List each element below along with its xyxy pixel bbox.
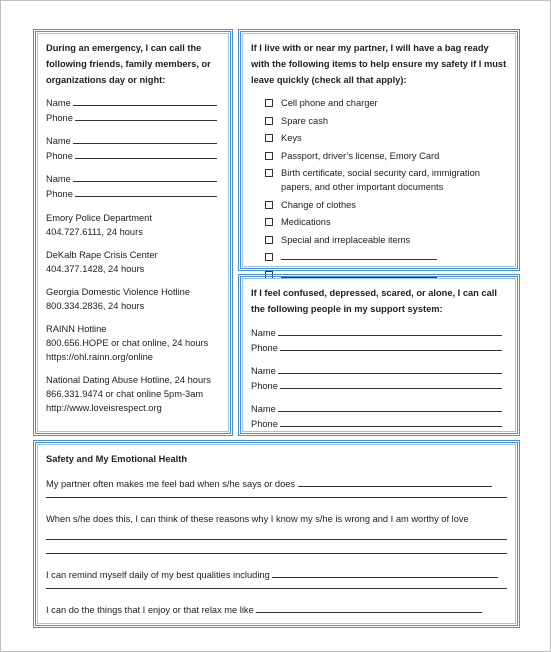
blank-item-field[interactable] [281, 250, 437, 260]
answer-line[interactable] [46, 496, 507, 498]
question-text: I can remind myself daily of my best qualities including [46, 570, 270, 580]
answer-line[interactable] [46, 538, 507, 540]
question-text: When s/he does this, I can think of these reasons why I know my s/he is wrong and I am worthy of love [46, 514, 469, 524]
org-link[interactable]: http://www.loveisrespect.org [46, 403, 162, 413]
checkbox[interactable] [265, 99, 273, 107]
name-field[interactable] [278, 326, 502, 336]
org-detail: 800.656.HOPE or chat online, 24 hours [46, 338, 209, 348]
org-link[interactable]: https://ohl.rainn.org/online [46, 352, 153, 362]
phone-field[interactable] [75, 187, 217, 197]
checklist-label: Keys [281, 133, 302, 143]
contact-entry [46, 172, 220, 202]
org-entry [46, 322, 220, 364]
phone-label: Phone [46, 113, 73, 123]
emergency-contacts-box [33, 29, 233, 436]
org-detail: 404.727.6111, 24 hours [46, 227, 143, 237]
question-4 [46, 603, 507, 617]
checklist-item [251, 215, 507, 229]
org-name: Emory Police Department [46, 213, 152, 223]
phone-label: Phone [251, 343, 278, 353]
checklist-item [251, 149, 507, 163]
org-entry [46, 211, 220, 239]
checkbox[interactable] [265, 169, 273, 177]
support-entry [251, 326, 507, 356]
org-name: RAINN Hotline [46, 324, 107, 334]
checklist-item [251, 166, 507, 194]
org-name: Georgia Domestic Violence Hotline [46, 287, 191, 297]
name-field[interactable] [73, 96, 217, 106]
contact-entry [46, 134, 220, 164]
name-label: Name [46, 98, 71, 108]
emergency-contacts-heading: During an emergency, I can call the following friends, family members, or organizations day or night: [46, 43, 211, 85]
checkbox[interactable] [265, 253, 273, 261]
org-entry [46, 285, 220, 313]
support-entry [251, 364, 507, 394]
answer-line[interactable] [46, 587, 507, 589]
name-field[interactable] [73, 134, 217, 144]
name-label: Name [46, 174, 71, 184]
org-detail: 404.377.1428, 24 hours [46, 264, 145, 274]
org-detail: 800.334.2836, 24 hours [46, 301, 145, 311]
phone-field[interactable] [280, 379, 502, 389]
checklist-label: Birth certificate, social security card, immigration papers, and other important documents [281, 168, 480, 192]
go-bag-box [238, 29, 520, 271]
org-entry [46, 373, 220, 415]
question-text: My partner often makes me feel bad when s/he says or does [46, 479, 296, 489]
go-bag-heading: If I live with or near my partner, I will have a bag ready with the following items to help ensure my safety if I must leave quickly (check all that apply): [251, 43, 507, 85]
question-3 [46, 568, 507, 582]
answer-field[interactable] [298, 477, 492, 487]
checklist-item [251, 131, 507, 145]
checklist-item [251, 233, 507, 247]
phone-label: Phone [46, 151, 73, 161]
emotional-health-box [33, 440, 520, 628]
question-1 [46, 477, 507, 491]
checkbox[interactable] [265, 218, 273, 226]
phone-label: Phone [251, 419, 278, 429]
phone-field[interactable] [280, 341, 502, 351]
answer-field[interactable] [272, 568, 498, 578]
checklist-label: Spare cash [281, 115, 329, 126]
question-2 [46, 512, 507, 526]
checkbox[interactable] [265, 134, 273, 142]
answer-field[interactable] [256, 603, 482, 613]
checklist-item-blank [251, 250, 507, 264]
go-bag-checklist [251, 96, 507, 282]
phone-field[interactable] [75, 111, 217, 121]
checkbox[interactable] [265, 117, 273, 125]
checklist-item [251, 198, 507, 212]
checklist-label: Passport, driver’s license, Emory Card [281, 150, 440, 161]
checklist-item [251, 96, 507, 110]
phone-field[interactable] [280, 417, 502, 427]
name-field[interactable] [278, 402, 502, 412]
checkbox[interactable] [265, 152, 273, 160]
checkbox[interactable] [265, 236, 273, 244]
name-field[interactable] [278, 364, 502, 374]
answer-line[interactable] [46, 622, 507, 624]
checkbox[interactable] [265, 201, 273, 209]
support-system-heading: If I feel confused, depressed, scared, or alone, I can call the following people in my support system: [251, 288, 497, 314]
phone-label: Phone [251, 381, 278, 391]
org-entry [46, 248, 220, 276]
name-field[interactable] [73, 172, 217, 182]
checklist-label: Cell phone and charger [281, 98, 378, 108]
checklist-label: Special and irreplaceable items [281, 234, 411, 245]
name-label: Name [251, 328, 276, 338]
org-detail: 866.331.9474 or chat online 5pm-3am [46, 389, 204, 399]
contact-entry [46, 96, 220, 126]
support-entry [251, 402, 507, 432]
phone-label: Phone [46, 189, 73, 199]
emotional-health-heading: Safety and My Emotional Health [46, 454, 188, 464]
checklist-item [251, 114, 507, 128]
name-label: Name [46, 136, 71, 146]
support-system-box [238, 274, 520, 436]
phone-field[interactable] [75, 149, 217, 159]
answer-line[interactable] [46, 552, 507, 554]
org-name: DeKalb Rape Crisis Center [46, 250, 158, 260]
name-label: Name [251, 366, 276, 376]
checklist-label: Change of clothes [281, 199, 356, 210]
name-label: Name [251, 404, 276, 414]
org-name: National Dating Abuse Hotline, 24 hours [46, 375, 211, 385]
checklist-label: Medications [281, 217, 331, 227]
question-text: I can do the things that I enjoy or that relax me like [46, 605, 254, 615]
